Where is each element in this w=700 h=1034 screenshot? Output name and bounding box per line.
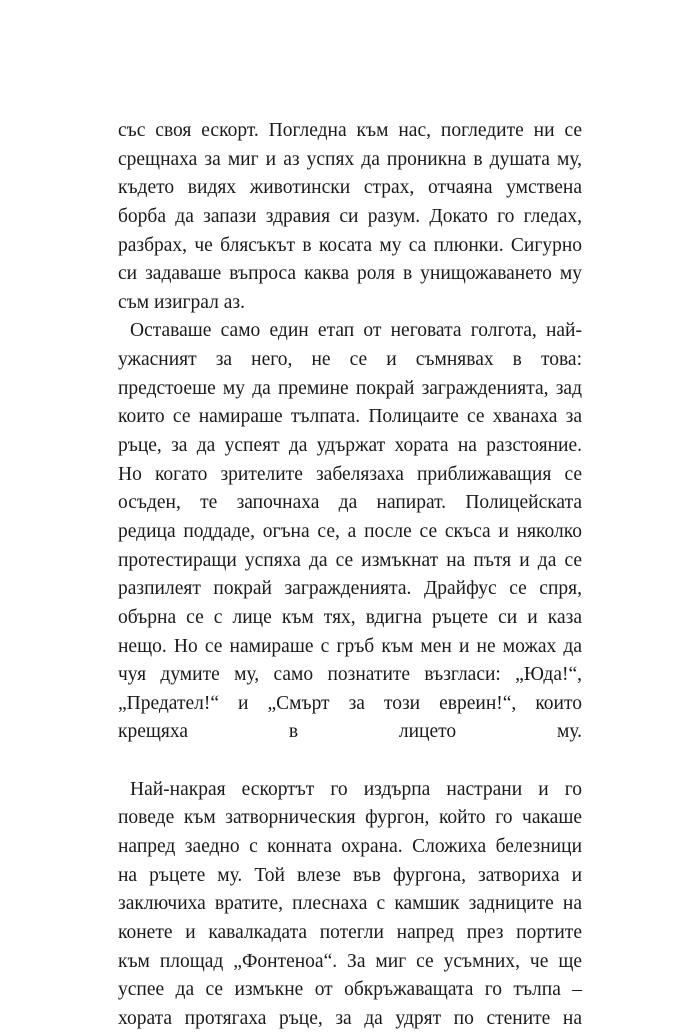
paragraph-2	[118, 317, 582, 775]
text-line: напред заедно с конната охрана. Сложиха белезници	[118, 836, 582, 858]
text-line: поведе към затворническия фургон, който го чакаше	[118, 807, 582, 829]
text-line: които се намираше тълпата. Полицаите се хванаха за	[118, 406, 582, 428]
text-line: съм изиграл аз.	[118, 291, 245, 313]
text-line: заключиха вратите, плеснаха с камшик задниците на	[118, 893, 582, 915]
text-line: борба да запази здравия си разум. Докато го гледах,	[118, 205, 582, 227]
text-line: чуя думите му, само познатите възгласи: „Юда!“,	[118, 664, 582, 686]
text-line: редица поддаде, огъна се, а после се скъса и няколко	[118, 520, 582, 542]
text-line: срещнаха за миг и аз успях да проникна в душата му,	[118, 148, 582, 170]
text-line: си задаваше въпроса каква роля в унищожаването му	[118, 263, 582, 285]
paragraph-3	[118, 776, 582, 1034]
text-line: където видях животински страх, отчаяна умствена	[118, 177, 582, 199]
text-line: протестиращи успяха да се измъкнат на пътя и да се	[118, 549, 582, 571]
text-line: нещо. Но се намираше с гръб към мен и не можах да	[118, 635, 582, 657]
text-line: успее да се измъкне от обкръжаващата го тълпа –	[118, 979, 582, 1001]
text-line: разпилеят покрай загражденията. Драйфус се спря,	[118, 578, 582, 600]
text-line: на ръцете му. Той влезе във фургона, затвориха и	[118, 864, 582, 886]
text-line: предстоеше му да премине покрай загражденията, зад	[118, 377, 582, 399]
text-line: осъден, те започнаха да напират. Полицейската	[118, 492, 582, 514]
paragraph-1	[118, 117, 582, 317]
text-line	[118, 747, 582, 776]
text-line: хората протягаха ръце, за да удрят по стените на	[118, 1007, 582, 1029]
text-line: Най-накрая ескортът го издърпа настрани и го	[130, 778, 582, 800]
text-line: Но когато зрителите забелязаха приближаващия се	[118, 463, 582, 485]
text-line: „Предател!“ и „Смърт за този евреин!“, които	[118, 692, 582, 714]
text-line: конете и кавалкадата потегли напред през портите	[118, 921, 582, 943]
text-line: обърна се с лице към тях, вдигна ръцете си и каза	[118, 606, 582, 628]
text-line: крещяха в лицето му.	[118, 721, 582, 743]
text-line: със своя ескорт. Погледна към нас, погледите ни се	[118, 120, 582, 141]
text-line: Оставаше само един етап от неговата голгота, най-	[130, 320, 582, 342]
text-line: ужасният за него, не се и съмнявах в това:	[118, 349, 582, 371]
text-line: към площад „Фонтеноа“. За миг се усъмних, че ще	[118, 950, 582, 972]
text-line: разбрах, че блясъкът в косата му са плюнки. Сигурно	[118, 234, 582, 256]
page-body	[118, 117, 582, 1034]
text-line: ръце, за да успеят да удържат хората на разстояние.	[118, 435, 582, 457]
